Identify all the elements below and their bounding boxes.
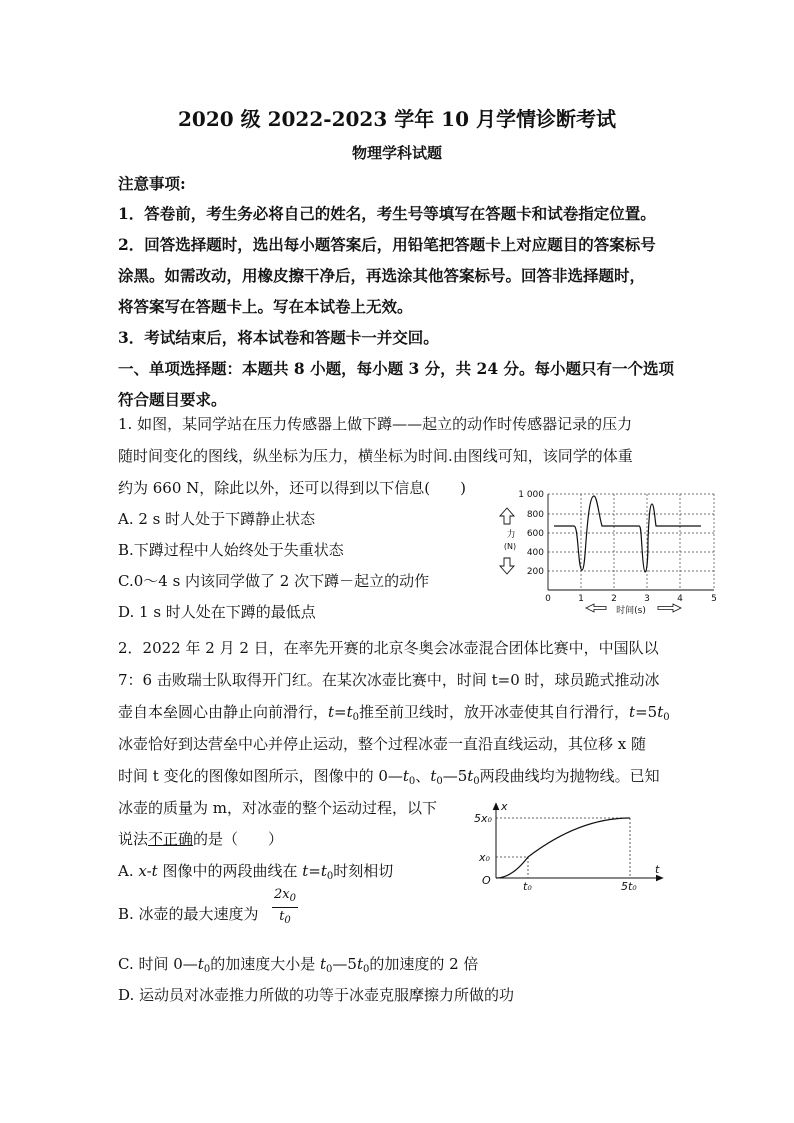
q1-y-tick-800: 800 — [526, 510, 544, 520]
q1-option-c: C.0～4 s 内该同学做了 2 次下蹲－起立的动作 — [118, 572, 430, 590]
q2-y-tick-x0: x₀ — [479, 851, 490, 864]
q2-stem-line-4: 冰壶恰好到达营垒中心并停止运动，整个过程冰壶一直沿直线运动，其位移 x 随 — [118, 735, 646, 753]
q1-grid — [548, 494, 714, 590]
q2-y-arrow-icon — [493, 803, 499, 810]
note-1: 1．答卷前，考生务必将自己的姓名，考生号等填写在答题卡和试卷指定位置。 — [118, 204, 656, 223]
q2-option-b-fraction: $\frac{2x_0}{t_0}$ — [274, 887, 296, 926]
q1-left-arrow-icon — [586, 604, 606, 612]
q1-force-curve — [554, 496, 701, 572]
q2-option-d: D. 运动员对冰壶推力所做的功等于冰壶克服摩擦力所做的功 — [118, 986, 515, 1004]
q2-x-axis-label: t — [655, 863, 660, 876]
q1-y-axis-unit: (N) — [503, 542, 517, 551]
q1-y-tick-1000: 1 000 — [518, 490, 544, 500]
q1-y-axis-label: 力 — [506, 530, 516, 540]
page-title: 2020 级 2022-2023 学年 10 月学情诊断考试 — [178, 107, 616, 131]
note-2-line-2: 涂黑。如需改动，用橡皮擦干净后，再选涂其他答案标号。回答非选择题时， — [118, 266, 646, 285]
q1-y-tick-600: 600 — [526, 529, 544, 539]
q1-stem-line-2: 随时间变化的图线，纵坐标为压力，横坐标为时间.由图线可知，该同学的体重 — [118, 447, 633, 465]
q2-option-b: B. 冰壶的最大速度为 — [118, 905, 259, 923]
section-heading-line-2: 符合题目要求。 — [118, 390, 227, 409]
q2-x-tick-t0: t₀ — [523, 880, 532, 893]
q1-x-tick-1: 1 — [578, 594, 584, 604]
notes-heading: 注意事项: — [118, 174, 186, 193]
q2-origin-label: O — [482, 874, 491, 887]
q2-x-tick-5t0: 5t₀ — [621, 880, 637, 893]
q1-x-tick-5: 5 — [711, 594, 717, 604]
q2-stem-line-1: 2．2022 年 2 月 2 日，在率先开赛的北京冬奥会冰壶混合团体比赛中，中国队以 — [118, 639, 659, 657]
q2-displacement-time-graph — [470, 800, 670, 896]
q1-right-arrow-icon — [658, 604, 681, 612]
q2-stem-line-7: 说法不正确的是（ ） — [118, 830, 284, 848]
q1-x-tick-4: 4 — [677, 594, 683, 604]
q1-stem-line-3: 约为 660 N，除此以外，还可以得到以下信息( ) — [118, 479, 466, 497]
section-heading-line-1: 一、单项选择题：本题共 8 小题，每小题 3 分，共 24 分。每小题只有一个选项 — [118, 359, 675, 378]
q2-emphasis-not-correct: 不正确 — [148, 830, 194, 848]
q2-stem-line-3: 壶自本垒圆心由静止向前滑行，$t=t_0$推至前卫线时，放开冰壶使其自行滑行，$t=5t_0$ — [118, 703, 670, 723]
q2-y-tick-5x0: 5x₀ — [474, 812, 492, 825]
q2-stem-line-2: 7：6 击败瑞士队取得开门红。在某次冰壶比赛中，时间 t=0 时，球员跪式推动冰 — [118, 671, 660, 689]
q1-option-d: D. 1 s 时人处在下蹲的最低点 — [118, 603, 316, 621]
q1-x-axis-label: 时间(s) — [616, 606, 646, 616]
q1-x-tick-0: 0 — [545, 594, 551, 604]
note-2-line-1: 2．回答选择题时，选出每小题答案后，用铅笔把答题卡上对应题目的答案标号 — [118, 235, 656, 254]
note-2-line-3: 将答案写在答题卡上。写在本试卷上无效。 — [118, 297, 413, 316]
q2-y-axis-label: x — [501, 800, 508, 813]
q1-stem-line-1: 1. 如图，某同学站在压力传感器上做下蹲——起立的动作时传感器记录的压力 — [118, 415, 633, 433]
q1-force-time-graph — [496, 486, 726, 618]
q1-y-tick-400: 400 — [526, 548, 544, 558]
q2-xt-curve — [496, 818, 630, 878]
q1-down-arrow-icon — [500, 558, 514, 574]
note-3: 3．考试结束后，将本试卷和答题卡一并交回。 — [118, 328, 439, 347]
q2-option-a: A. x-t 图像中的两段曲线在 $t=t_0$时刻相切 — [118, 862, 394, 882]
q1-x-tick-3: 3 — [644, 594, 650, 604]
page-subtitle: 物理学科试题 — [351, 144, 442, 162]
q1-x-tick-2: 2 — [611, 594, 617, 604]
q1-option-a: A. 2 s 时人处于下蹲静止状态 — [118, 510, 316, 528]
q2-stem-line-6: 冰壶的质量为 m，对冰壶的整个运动过程，以下 — [118, 799, 437, 817]
q1-y-tick-200: 200 — [526, 567, 544, 577]
q2-stem-line-5: 时间 t 变化的图像如图所示，图像中的 $0—t_0$、$t_0—5t_0$两段曲线均为抛物线。已知 — [118, 767, 660, 787]
q2-option-c: C. 时间 $0—t_0$的加速度大小是 $t_0—5t_0$的加速度的 2 倍 — [118, 955, 479, 975]
q1-option-b: B.下蹲过程中人始终处于失重状态 — [118, 541, 344, 559]
q1-up-arrow-icon — [500, 508, 514, 524]
